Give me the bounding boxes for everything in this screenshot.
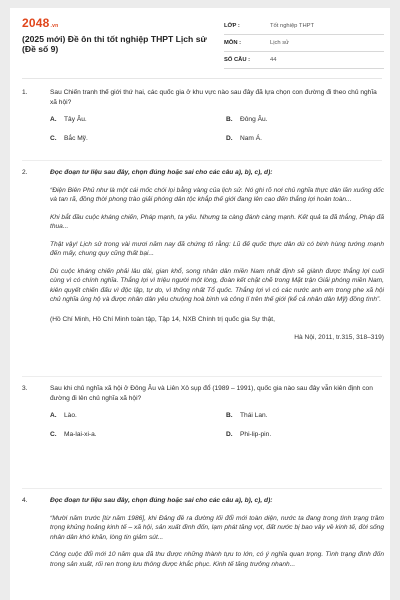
question-stem: Sau khi chủ nghĩa xã hội ở Đông Âu và Liên Xô sụp đổ (1989 – 1991), quốc gia nào sau đây vẫn kiên định con đường đi lên chủ nghĩa xã hội?	[50, 385, 373, 402]
meta-row-class: LỚP : Tốt nghiệp THPT	[224, 18, 384, 35]
question-3	[22, 384, 384, 439]
question-stem: Sau Chiến tranh thế giới thứ hai, các quốc gia ở khu vực nào sau đây đã lựa chọn con đường đi theo chủ nghĩa xã hội?	[50, 89, 377, 106]
option-b[interactable]: B. Thái Lan.	[226, 412, 268, 420]
source-paragraph: Thật vậy! Lịch sử trong vài mươi năm nay đã chứng tỏ rằng: Lũ đế quốc thực dân dù có binh hùng tướng mạnh đến mấy, chung quy cũng thất bại...	[50, 240, 384, 258]
option-d[interactable]: D. Phi-lip-pin.	[226, 430, 272, 438]
source-citation-end: Hà Nội, 2011, tr.315, 318–319)	[294, 333, 384, 341]
site-logo[interactable]: 2048.vn	[22, 16, 59, 30]
source-paragraph: Dù cuộc kháng chiến phải lâu dài, gian khổ, song nhân dân miền Nam nhất định sẽ giành được thắng lợi cuối cùng vì có chính nghĩa. Thắng lợi vì triệu người một lòng, đoàn kết chặt chẽ trong Mặt trận Giải phóng miền Nam, kiên quyết chiến đấu vì độc lập, tự do, vì thống nhất Tổ quốc. Thắng lợi vì có các nước anh em trong phe xã hội chủ nghĩa ủng hộ và được nhân dân yêu chuộng hoà bình và công lí trên thế giới (kể cả nhân dân Mỹ) đồng tình”.	[50, 267, 384, 304]
meta-row-count: SỐ CÂU : 44	[224, 52, 384, 69]
page-title: (2025 mới) Đề ôn thi tốt nghiệp THPT Lịch sử (Đề số 9)	[22, 34, 207, 54]
question-instruction: Đọc đoạn tư liệu sau đây, chọn đúng hoặc sai cho các câu a), b), c), d):	[50, 497, 273, 504]
question-number: 2.	[22, 169, 28, 176]
header-divider	[22, 78, 382, 79]
question-instruction: Đọc đoạn tư liệu sau đây, chọn đúng hoặc sai cho các câu a), b), c), d):	[50, 169, 273, 176]
question-1	[22, 88, 384, 143]
option-b[interactable]: B. Đông Âu.	[226, 116, 268, 124]
question-number: 3.	[22, 385, 28, 392]
source-paragraph: “Mười năm trước [từ năm 1986], khi Đảng đề ra đường lối đổi mới toàn diện, nước ta đang trong tình trạng trầm trọng khủng hoảng kinh tế – xã hội, sản xuất đình đốn, lạm phát tăng vọt, đất nước bị bao vây về kinh tế, đời sống nhân dân khó khăn, lòng tin giảm sút...	[50, 514, 384, 541]
option-c[interactable]: C. Bắc Mỹ.	[50, 134, 88, 142]
question-2	[22, 168, 384, 342]
option-c[interactable]: C. Ma-lai-xi-a.	[50, 430, 97, 438]
source-paragraph: Khi bắt đầu cuộc kháng chiến, Pháp mạnh, ta yếu. Nhưng ta càng đánh càng mạnh. Kết quả ta đã thắng, Pháp đã thua...	[50, 213, 384, 231]
source-citation: (Hồ Chí Minh, Hồ Chí Minh toàn tập, Tập 14, NXB Chính trị quốc gia Sự thật,	[50, 316, 275, 324]
answer-options	[50, 115, 384, 143]
question-divider	[22, 160, 382, 161]
source-paragraph: Công cuộc đổi mới 10 năm qua đã thu được những thành tựu to lớn, có ý nghĩa quan trọng. Tình trạng đình đốn trong sản xuất, rối ren trong lưu thông được khắc phục. Kinh tế tăng trưởng nhanh...	[50, 551, 384, 568]
option-a[interactable]: A. Tây Âu.	[50, 116, 87, 124]
meta-row-subject: MÔN : Lịch sử	[224, 35, 384, 52]
question-divider	[22, 488, 382, 489]
answer-options	[50, 411, 384, 439]
question-divider	[22, 376, 382, 377]
source-paragraph: “Điện Biên Phủ như là một cái mốc chói lọi bằng vàng của lịch sử. Nó ghi rõ nơi chủ nghĩa thực dân lăn xuống dốc và tan rã, đồng thời phong trào giải phóng dân tộc khắp thế giới đang lên cao đến thắng lợi hoàn toàn...	[50, 186, 384, 204]
option-d[interactable]: D. Nam Á.	[226, 134, 262, 142]
option-a[interactable]: A. Lào.	[50, 412, 77, 420]
question-number: 1.	[22, 89, 28, 96]
question-number: 4.	[22, 497, 28, 504]
exam-meta	[224, 18, 384, 69]
header	[10, 8, 390, 78]
question-4	[22, 496, 384, 569]
page	[10, 8, 390, 600]
